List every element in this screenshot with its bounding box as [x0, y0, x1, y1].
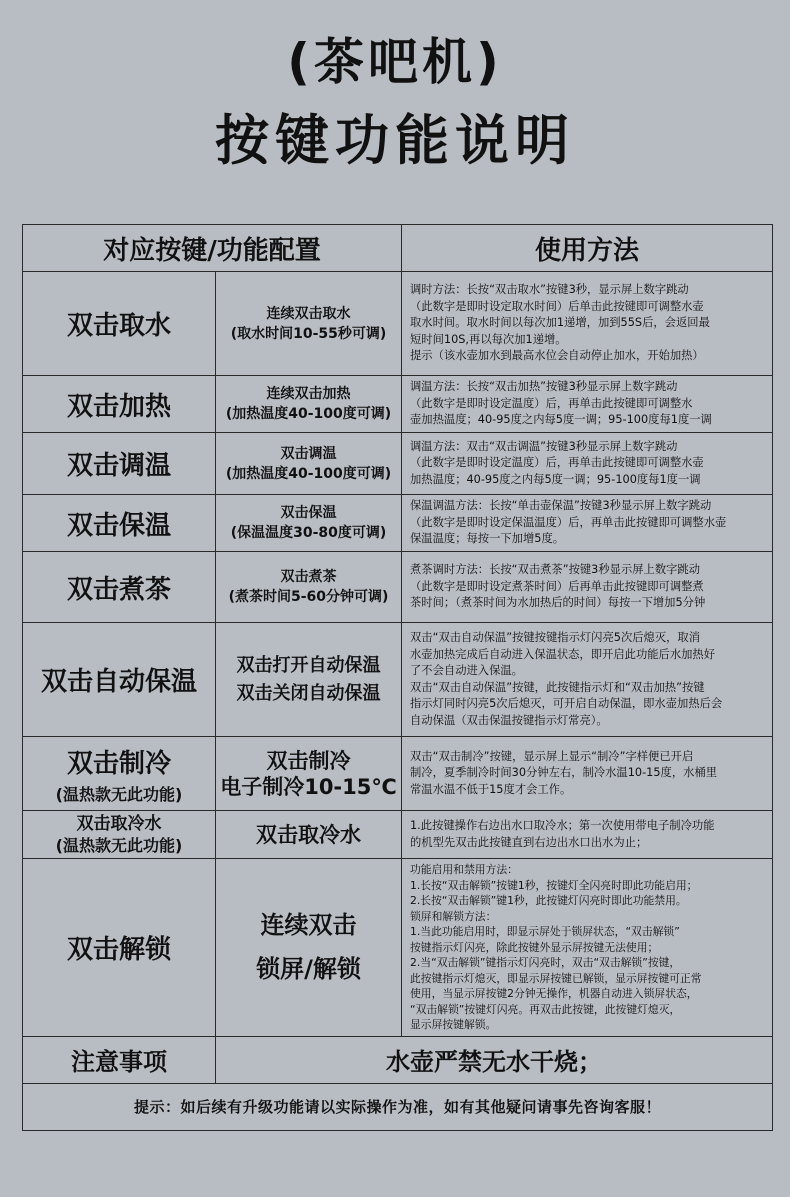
table-row: [23, 552, 773, 623]
key-name: 双击调温: [23, 433, 216, 495]
usage-description: 调时方法：长按“双击取水”按键3秒，显示屏上数字跳动 （此数字是即时设定取水时间）后单击此按键即可调整水壶 取水时间。取水时间以每次加1递增，加到55S后，会返回最 短时间10S,再以每次加1递增。 提示（该水壶加水到最高水位会自动停止加水，开始加热）: [402, 272, 773, 376]
table-row: [23, 433, 773, 495]
table-header-row: [23, 225, 773, 272]
table-row: [23, 737, 773, 811]
key-name: 双击加热: [23, 376, 216, 433]
usage-description: 双击“双击制冷”按键，显示屏上显示“制冷”字样便已开启 制冷，夏季制冷时间30分钟左右，制冷水温10-15度，水桶里 常温水温不低于15度才会工作。: [402, 737, 773, 811]
usage-description: 功能启用和禁用方法： 1.长按“双击解锁”按键1秒，按键灯全闪亮时即此功能启用； 2.长按“双击解锁”键1秒，此按键灯闪亮时即此功能禁用。 锁屏和解锁方法： 1.当此功能启用时，即显示屏处于锁屏状态，“双击解锁” 按键指示灯闪亮，除此按键外显示屏按键无法使用； 2.当“双击解锁”键指示灯闪亮时，双击“双击解锁”按键， 此按键指示灯熄灭，即显示屏按键已解锁，显示屏按键可正常 使用，当显示屏按键2分钟无操作，机器自动进入锁屏状态， “双击解锁”按键灯闪亮。再双击此按键，此按键灯熄灭， 显示屏按键解锁。: [402, 859, 773, 1037]
function-table: [22, 224, 773, 1131]
usage-description: 双击“双击自动保温”按键按键指示灯闪亮5次后熄灭，取消 水壶加热完成后自动进入保温状态，即开启此功能后水加热好 了不会自动进入保温。 双击“双击自动保温”按键，此按键指示灯和“双击加热”按键 指示灯同时闪亮5次后熄灭，可开启自动保温，即水壶加热后会 自动保温（双击保温按键指示灯常亮）。: [402, 623, 773, 737]
table-row: [23, 495, 773, 552]
key-name: 双击保温: [23, 495, 216, 552]
function-config: 双击调温 (加热温度40-100度可调): [216, 433, 402, 495]
usage-description: 保温调温方法：长按“单击壶保温”按键3秒显示屏上数字跳动 （此数字是即时设定保温温度）后，再单击此按键即可调整水壶 保温温度；每按一下加增5度。: [402, 495, 773, 552]
table-row: [23, 859, 773, 1037]
table-row: [23, 623, 773, 737]
table-row: [23, 376, 773, 433]
key-name: 双击自动保温: [23, 623, 216, 737]
function-config: 双击保温 (保温温度30-80度可调): [216, 495, 402, 552]
usage-description: 调温方法：长按“双击加热”按键3秒显示屏上数字跳动 （此数字是即时设定温度）后，再单击此按键即可调整水 壶加热温度；40-95度之内每5度一调；95-100度每1度一调: [402, 376, 773, 433]
notice-row: [23, 1036, 773, 1083]
tip-text: 提示：如后续有升级功能请以实际操作为准，如有其他疑问请事先咨询客服！: [23, 1083, 773, 1130]
function-config: 连续双击加热 (加热温度40-100度可调): [216, 376, 402, 433]
function-config: 双击煮茶 (煮茶时间5-60分钟可调): [216, 552, 402, 623]
function-config: 连续双击取水 (取水时间10-55秒可调): [216, 272, 402, 376]
key-cell: [23, 737, 216, 811]
table-row: [23, 811, 773, 859]
function-config: 双击打开自动保温 双击关闭自动保温: [216, 623, 402, 737]
notice-text: 水壶严禁无水干烧；: [216, 1036, 773, 1083]
key-note: (温热款无此功能): [55, 835, 183, 855]
key-name: 双击制冷: [66, 748, 171, 779]
function-config: 双击取冷水: [216, 811, 402, 859]
usage-description: 1.此按键操作右边出水口取冷水；第一次使用带电子制冷功能 的机型先双击此按键直到右边出水口出水为止；: [402, 811, 773, 859]
key-cell: [23, 811, 216, 859]
key-name: 双击煮茶: [23, 552, 216, 623]
key-note: (温热款无此功能): [55, 784, 183, 804]
header-key-function: 对应按键/功能配置: [23, 225, 402, 272]
tip-row: [23, 1083, 773, 1130]
notice-label: 注意事项: [23, 1036, 216, 1083]
key-name: 双击解锁: [23, 859, 216, 1037]
header-usage: 使用方法: [402, 225, 773, 272]
usage-description: 调温方法：双击“双击调温”按键3秒显示屏上数字跳动 （此数字是即时设定温度）后，再单击此按键即可调整水壶 加热温度；40-95度之内每5度一调；95-100度每1度一调: [402, 433, 773, 495]
function-config: 连续双击 锁屏/解锁: [216, 859, 402, 1037]
key-name: 双击取水: [23, 272, 216, 376]
title-line-2: 按键功能说明: [215, 109, 575, 172]
usage-description: 煮茶调时方法：长按“双击煮茶”按键3秒显示屏上数字跳动 （此数字是即时设定煮茶时间）后再单击此按键即可调整煮 茶时间；（煮茶时间为水加热后的时间）每按一下增加5分钟: [402, 552, 773, 623]
function-config: 双击制冷 电子制冷10-15℃: [216, 737, 402, 811]
key-name: 双击取冷水: [76, 813, 162, 834]
table-row: [23, 272, 773, 376]
title-line-1: (茶吧机): [287, 33, 503, 91]
